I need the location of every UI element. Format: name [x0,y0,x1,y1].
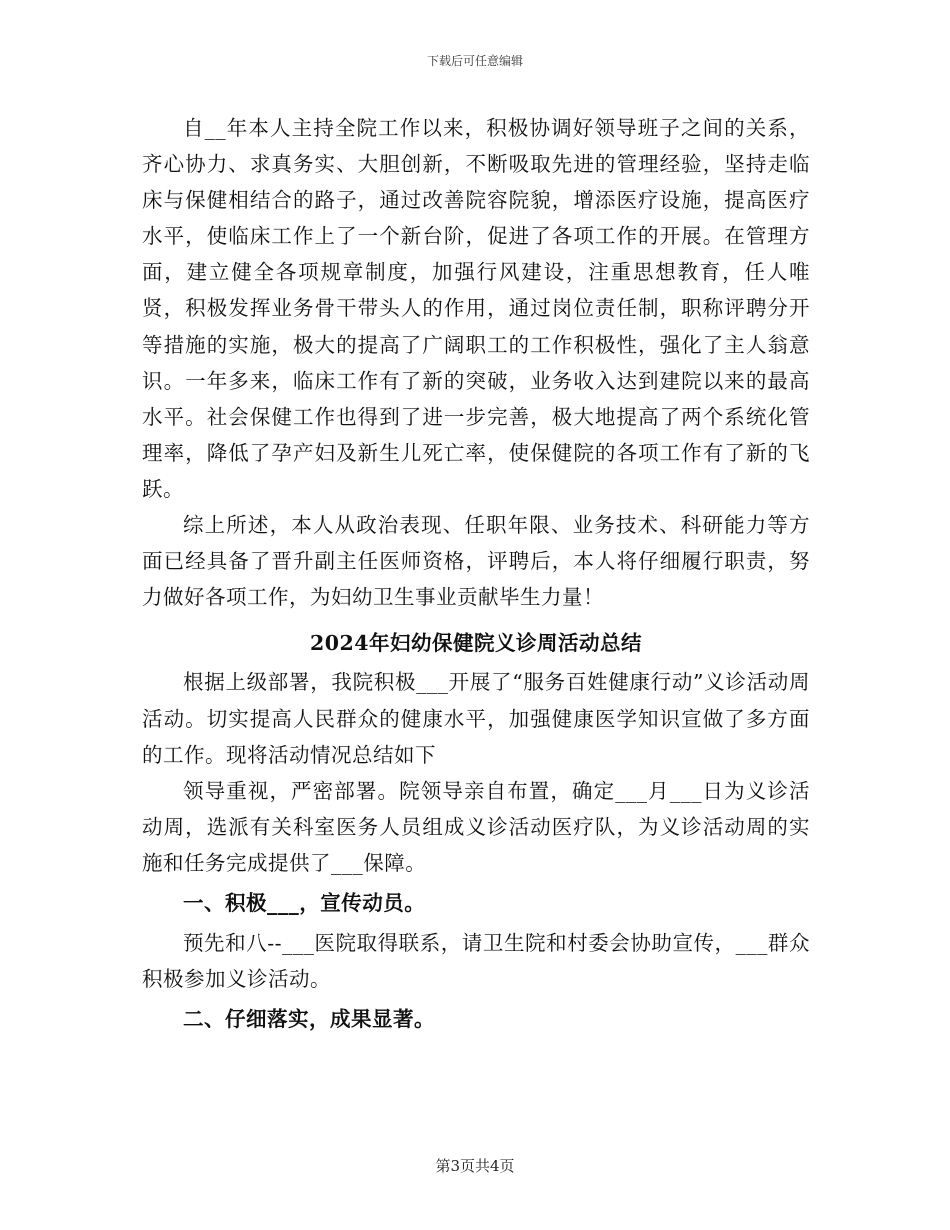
subheading-implementation: 二、仔细落实，成果显著。 [183,1007,435,1032]
document-body [142,110,810,1041]
subheading-publicity: 一、积极___，宣传动员。 [183,890,426,915]
paragraph-conclusion: 综上所述，本人从政治表现、任职年限、业务技术、科研能力等方面已经具备了晋升副主任医师资格，评聘后，本人将仔细履行职责，努力做好各项工作，为妇幼卫生事业贡献毕生力量！ [142,513,810,610]
paragraph-contact: 预先和八--___医院取得联系，请卫生院和村委会协助宣传，___群众积极参加义诊活动。 [142,931,810,992]
paragraph-intro: 根据上级部署，我院积极___开展了“服务百姓健康行动”义诊活动周活动。切实提高人民群众的健康水平，加强健康医学知识宣做了多方面的工作。现将活动情况总结如下 [142,670,810,767]
page-header: 下载后可任意编辑 [426,54,523,68]
paragraph-leadership: 领导重视，严密部署。院领导亲自布置，确定___月___日为义诊活动周，选派有关科室医务人员组成义诊活动医疗队，为义诊活动周的实施和任务完成提供了___保障。 [142,778,810,875]
page-number: 第3页共4页 [435,1157,515,1175]
paragraph-work-summary: 自__年本人主持全院工作以来，积极协调好领导班子之间的关系，齐心协力、求真务实、大胆创新，不断吸取先进的管理经验，坚持走临床与保健相结合的路子，通过改善院容院貌，增添医疗设施，提高医疗水平，使临床工作上了一个新台阶，促进了各项工作的开展。在管理方面，建立健全各项规章制度，加强行风建设，注重思想教育，任人唯贤，积极发挥业务骨干带头人的作用，通过岗位责任制，职称评聘分开等措施的实施，极大的提高了广阔职工的工作积极性，强化了主人翁意识。一年多来，临床工作有了新的突破，业务收入达到建院以来的最高水平。社会保健工作也得到了进一步完善，极大地提高了两个系统化管理率，降低了孕产妇及新生儿死亡率，使保健院的各项工作有了新的飞跃。 [142,116,810,501]
section-title: 2024年妇幼保健院义诊周活动总结 [309,631,643,656]
